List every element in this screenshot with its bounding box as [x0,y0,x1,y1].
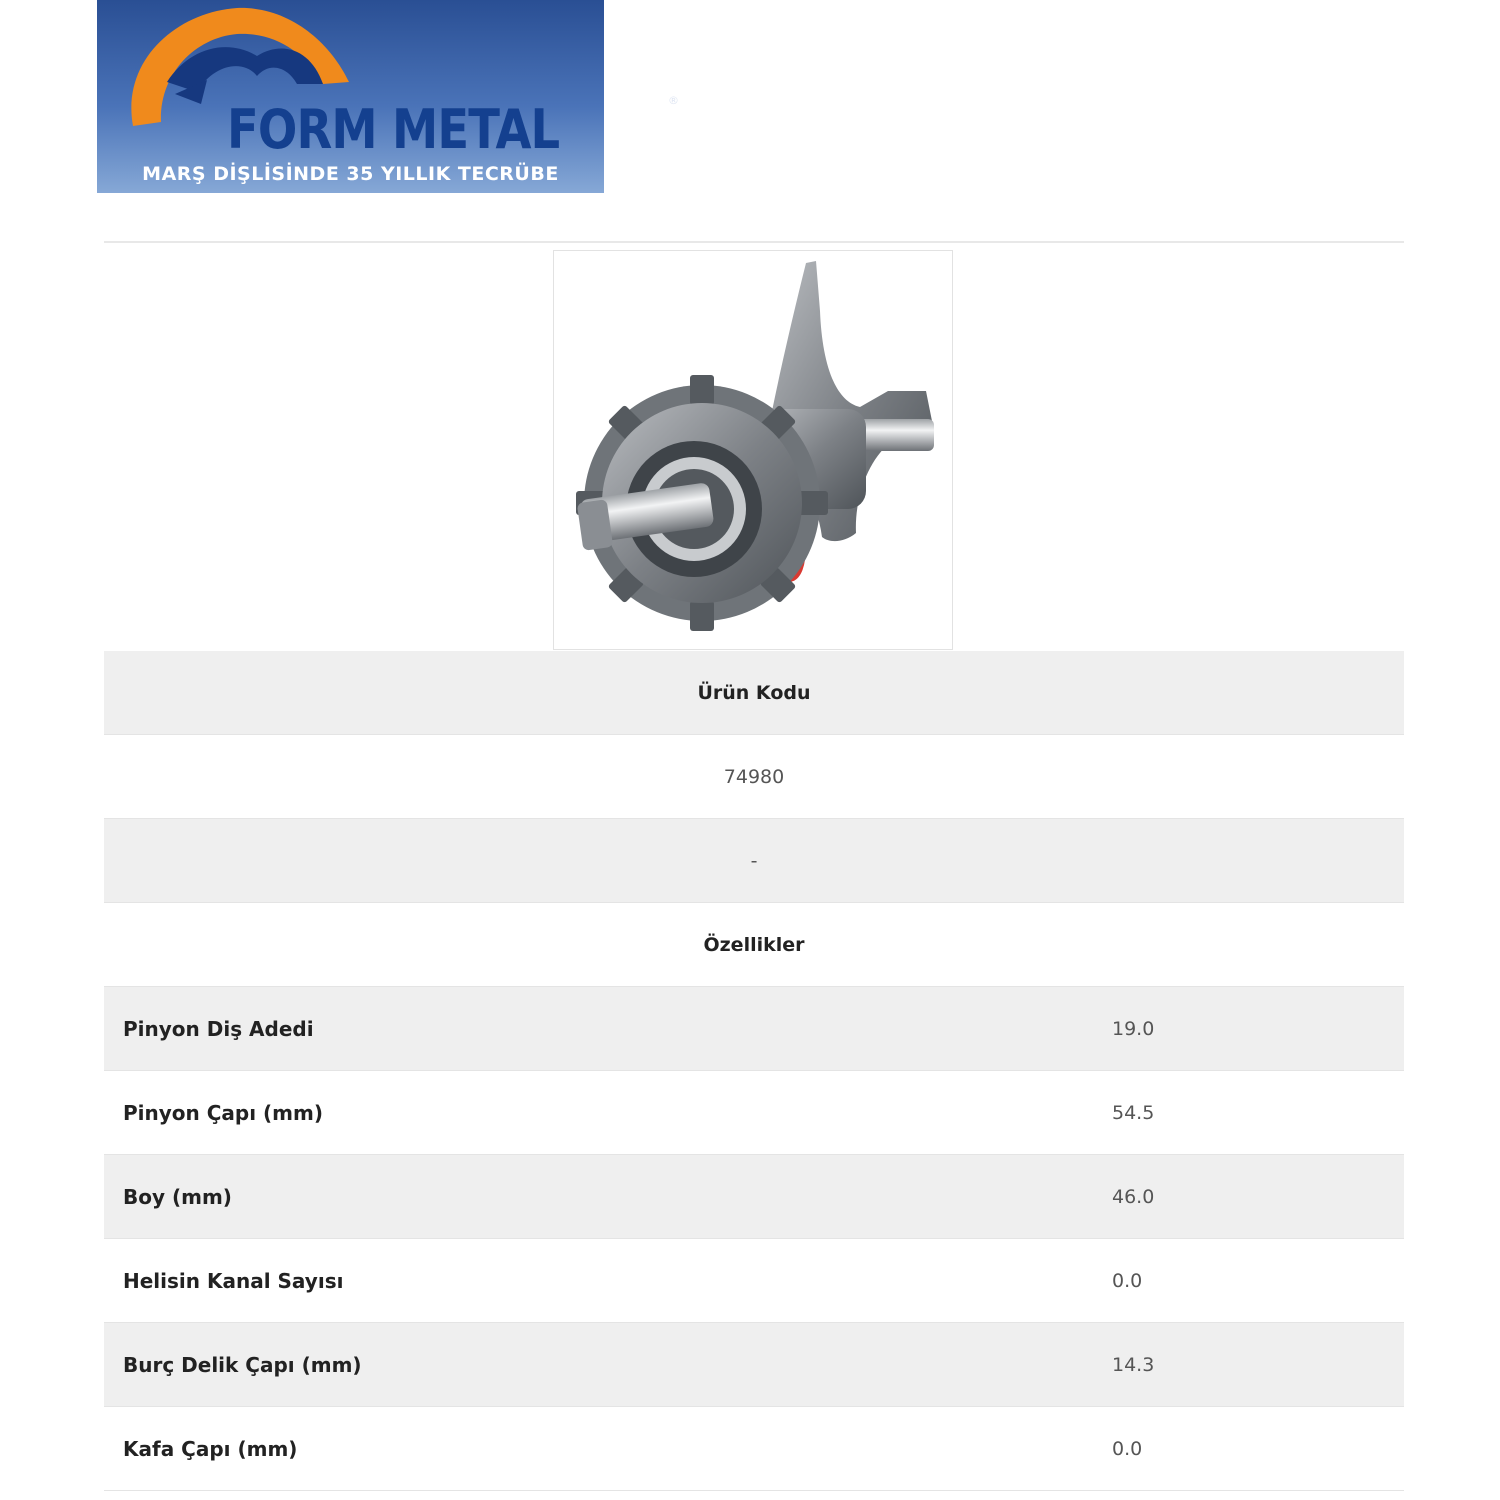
spec-label: Pinyon Diş Adedi [123,1016,314,1041]
note-value: - [750,849,758,872]
spec-label: Pinyon Çapı (mm) [123,1100,323,1125]
spec-label: Kafa Çapı (mm) [123,1436,298,1461]
header-divider [104,241,1404,243]
spec-value: 0.0 [1112,1437,1143,1460]
form-metal-logo[interactable] [97,0,679,193]
table-row [104,1071,1404,1155]
logo-tagline: MARŞ DİŞLİSİNDE 35 YILLIK TECRÜBE [142,163,559,185]
table-row [104,1155,1404,1239]
features-header-row [104,903,1404,987]
table-row [104,1239,1404,1323]
product-spec-table [104,651,1404,1491]
product-code-header: Ürün Kodu [697,681,811,704]
product-code-row [104,735,1404,819]
spec-value: 46.0 [1112,1185,1155,1208]
table-row [104,1407,1404,1491]
registered-mark: ® [668,94,679,107]
features-header: Özellikler [703,933,805,956]
spec-value: 19.0 [1112,1017,1155,1040]
product-code-value: 74980 [723,765,785,788]
spec-label: Helisin Kanal Sayısı [123,1268,344,1293]
spec-value: 0.0 [1112,1269,1143,1292]
spec-value: 14.3 [1112,1353,1155,1376]
note-row [104,819,1404,903]
spec-value: 54.5 [1112,1101,1155,1124]
table-row [104,987,1404,1071]
starter-drive-gear-icon [554,251,952,649]
logo-wordmark: FORM METAL [227,98,560,161]
spec-label: Boy (mm) [123,1184,232,1209]
product-code-header-row [104,651,1404,735]
spec-label: Burç Delik Çapı (mm) [123,1352,362,1377]
product-image[interactable] [553,250,953,650]
table-row [104,1323,1404,1407]
